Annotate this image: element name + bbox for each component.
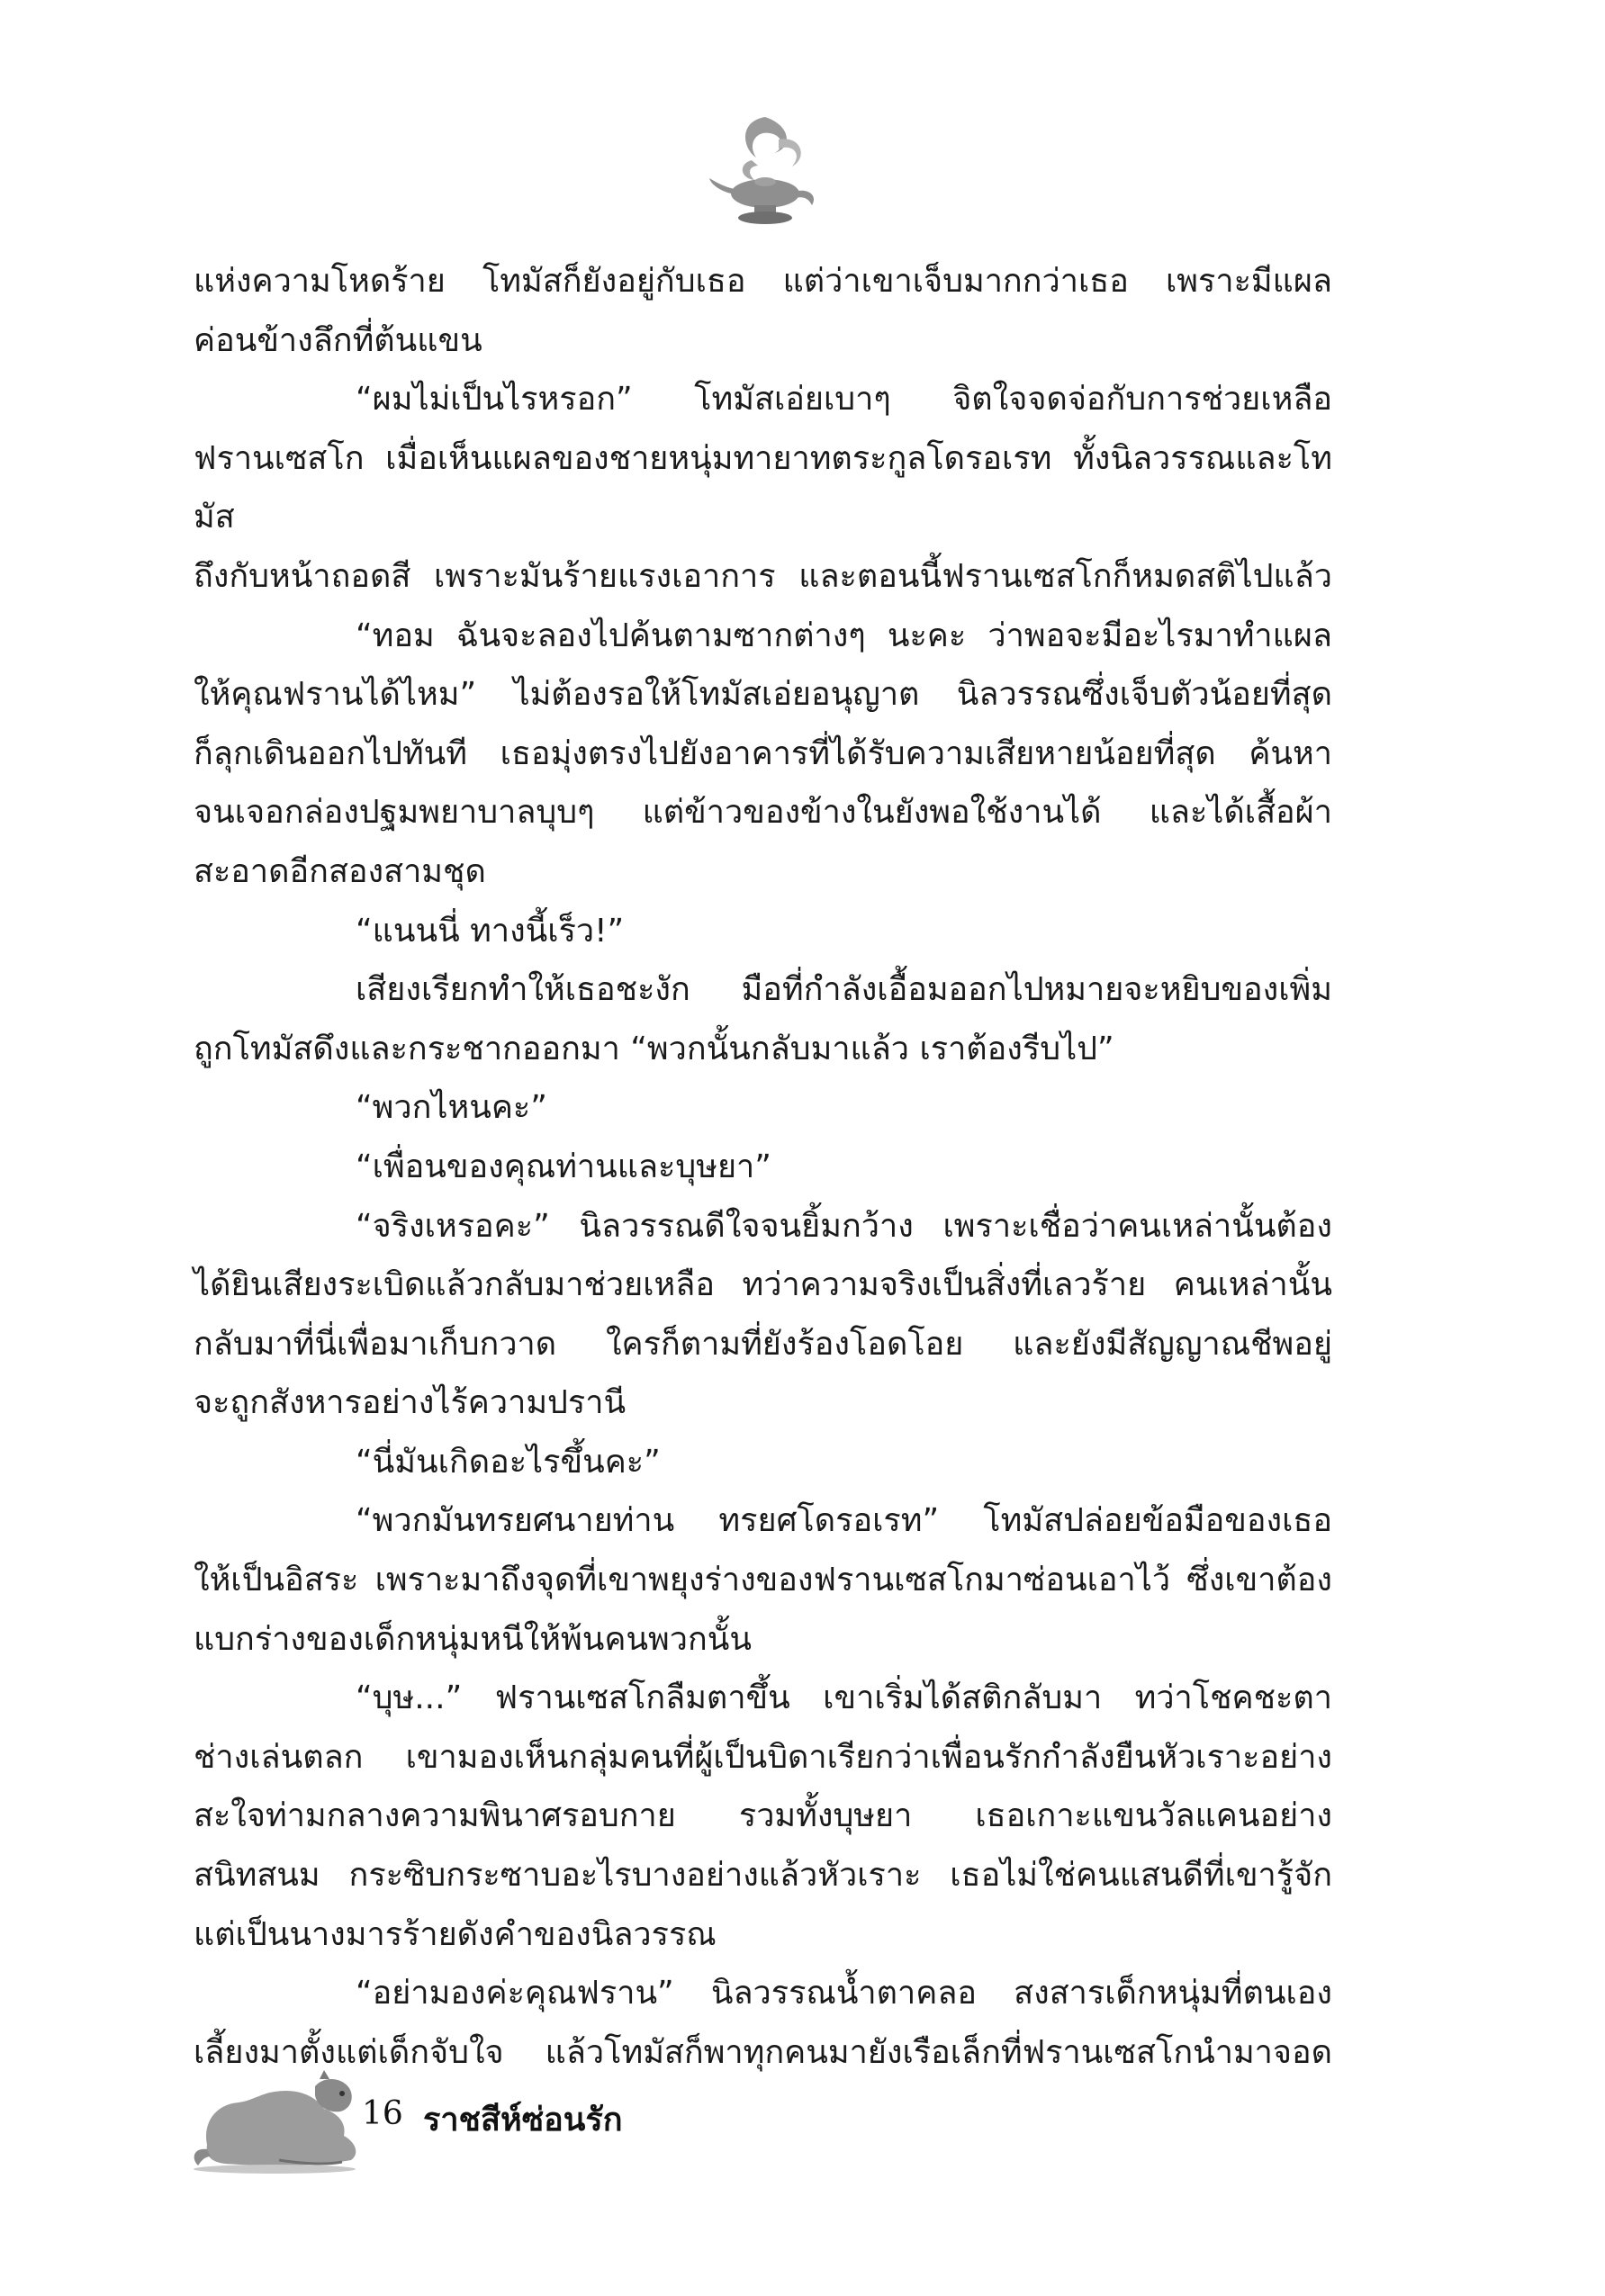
text-line: เสียงเรียกทำให้เธอชะงัก มือที่กำลังเอื้อมออกไปหมายจะหยิบของเพิ่ม: [356, 971, 1332, 1009]
lioness-illustration: [189, 2059, 369, 2176]
text-line: เลี้ยงมาตั้งแต่เด็กจับใจ แล้วโทมัสก็พาทุกคนมายังเรือเล็กที่ฟรานเซสโกนำมาจอด: [194, 2033, 1332, 2071]
page-number: 16: [362, 2095, 403, 2132]
text-line: “เพื่อนของคุณท่านและบุษยา”: [356, 1148, 771, 1185]
text-line: แต่เป็นนางมารร้ายดังคำของนิลวรรณ: [194, 1915, 717, 1953]
text-line: “ผมไม่เป็นไรหรอก” โทมัสเอ่ยเบาๆ จิตใจจดจ่อกับการช่วยเหลือ: [356, 381, 1332, 419]
text-line: แห่งความโหดร้าย โทมัสก็ยังอยู่กับเธอ แต่ว่าเขาเจ็บมากกว่าเธอ เพราะมีแผล: [194, 263, 1332, 300]
genie-lamp-ornament: [702, 108, 828, 243]
text-line: สนิทสนม กระซิบกระซาบอะไรบางอย่างแล้วหัวเราะ เธอไม่ใช่คนแสนดีที่เขารู้จัก: [194, 1857, 1332, 1895]
text-line: ฟรานเซสโก เมื่อเห็นแผลของชายหนุ่มทายาทตระกูลโดรอเรท ทั้งนิลวรรณและโทมัส: [194, 439, 1332, 536]
text-line: ก็ลุกเดินออกไปทันที เธอมุ่งตรงไปยังอาคารที่ได้รับความเสียหายน้อยที่สุด ค้นหา: [194, 734, 1332, 772]
text-line: สะอาดอีกสองสามชุด: [194, 852, 486, 890]
text-line: ช่างเล่นตลก เขามองเห็นกลุ่มคนที่ผู้เป็นบิดาเรียกว่าเพื่อนรักกำลังยืนหัวเราะอย่าง: [194, 1738, 1332, 1776]
text-line: “แนนนี่ ทางนี้เร็ว!”: [356, 912, 625, 950]
text-line: ถึงกับหน้าถอดสี เพราะมันร้ายแรงเอาการ และตอนนี้ฟรานเซสโกก็หมดสติไปแล้ว: [194, 557, 1332, 595]
text-line: ค่อนข้างลึกที่ต้นแขน: [194, 321, 482, 359]
text-line: ถูกโทมัสดึงและกระชากออกมา “พวกนั้นกลับมาแล้ว เราต้องรีบไป”: [194, 1030, 1114, 1067]
page-footer: [189, 2059, 819, 2176]
text-line: “ทอม ฉันจะลองไปค้นตามซากต่างๆ นะคะ ว่าพอจะมีอะไรมาทำแผล: [356, 617, 1332, 654]
text-line: แบกร่างของเด็กหนุ่มหนีให้พ้นคนพวกนั้น: [194, 1620, 752, 1658]
text-line: กลับมาที่นี่เพื่อมาเก็บกวาด ใครก็ตามที่ยังร้องโอดโอย และยังมีสัญญาณชีพอยู่: [194, 1325, 1332, 1363]
text-line: “พวกไหนคะ”: [356, 1089, 547, 1127]
text-line: “จริงเหรอคะ” นิลวรรณดีใจจนยิ้มกว้าง เพราะเชื่อว่าคนเหล่านั้นต้อง: [356, 1207, 1332, 1245]
text-line: จนเจอกล่องปฐมพยาบาลบุบๆ แต่ข้าวของข้างในยังพอใช้งานได้ และได้เสื้อผ้า: [194, 794, 1332, 832]
text-line: ให้เป็นอิสระ เพราะมาถึงจุดที่เขาพยุงร่างของฟรานเซสโกมาซ่อนเอาไว้ ซึ่งเขาต้อง: [194, 1562, 1332, 1599]
text-line: จะถูกสังหารอย่างไร้ความปรานี: [194, 1384, 627, 1422]
text-line: ให้คุณฟรานได้ไหม” ไม่ต้องรอให้โทมัสเอ่ยอนุญาต นิลวรรณซึ่งเจ็บตัวน้อยที่สุด: [194, 676, 1332, 714]
text-line: “นี่มันเกิดอะไรขึ้นคะ”: [356, 1443, 661, 1481]
text-line: “บุษ...” ฟรานเซสโกลืมตาขึ้น เขาเริ่มได้สติกลับมา ทว่าโชคชะตา: [356, 1679, 1332, 1717]
text-line: “อย่ามองค่ะคุณฟราน” นิลวรรณน้ำตาคลอ สงสารเด็กหนุ่มที่ตนเอง: [356, 1975, 1332, 2012]
text-line: สะใจท่ามกลางความพินาศรอบกาย รวมทั้งบุษยา เธอเกาะแขนวัลแคนอย่าง: [194, 1797, 1332, 1835]
book-title: ราชสีห์ซ่อนรัก: [423, 2102, 623, 2138]
text-line: ได้ยินเสียงระเบิดแล้วกลับมาช่วยเหลือ ทว่าความจริงเป็นสิ่งที่เลวร้าย คนเหล่านั้น: [194, 1266, 1332, 1304]
text-line: “พวกมันทรยศนายท่าน ทรยศโดรอเรท” โทมัสปล่อยข้อมือของเธอ: [356, 1502, 1332, 1540]
body-text: [194, 252, 1332, 2082]
